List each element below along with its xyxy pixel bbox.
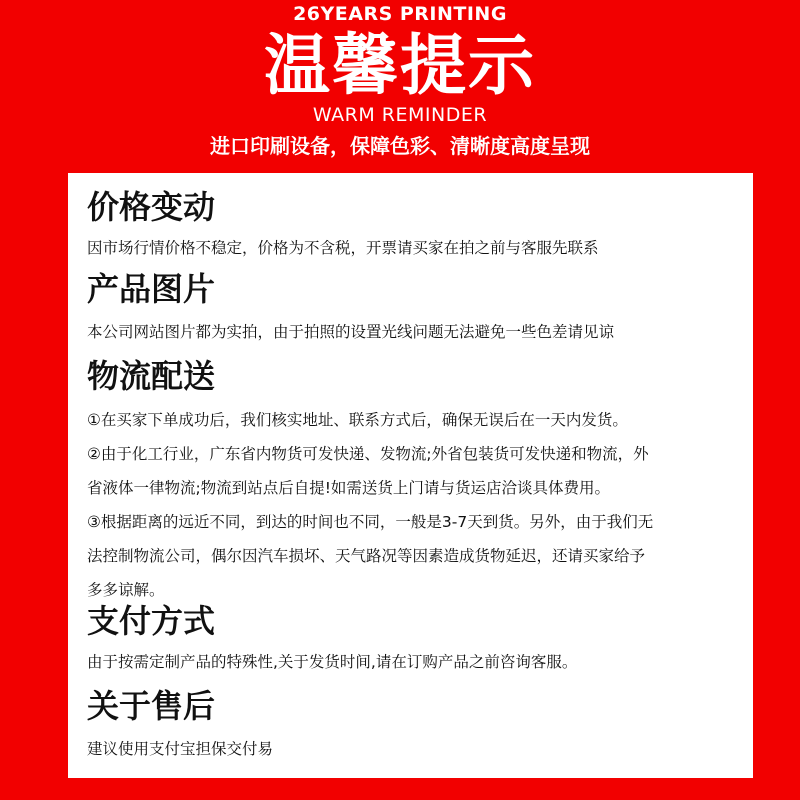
section-heading: 价格变动 bbox=[87, 188, 216, 226]
section-after-sales bbox=[87, 686, 737, 766]
section-text: 因市场行情价格不稳定，价格为不含税，开票请买家在拍之前与客服先联系 bbox=[87, 239, 599, 257]
tagline: 进口印刷设备，保障色彩、清晰度高度呈现 bbox=[210, 134, 590, 158]
section-heading: 支付方式 bbox=[87, 602, 216, 640]
section-text: 由于按需定制产品的特殊性,关于发货时间,请在订购产品之前咨询客服。 bbox=[87, 653, 578, 671]
section-text: 法控制物流公司，偶尔因汽车损坏、天气路况等因素造成货物延迟，还请买家给予 bbox=[87, 547, 646, 565]
section-text: 建议使用支付宝担保交付易 bbox=[87, 740, 274, 758]
section-payment bbox=[87, 601, 737, 679]
section-shipping bbox=[87, 356, 737, 607]
brand-name: 26YEARS PRINTING bbox=[293, 3, 507, 25]
section-text: ①在买家下单成功后，我们核实地址、联系方式后，确保无误后在一天内发货。 bbox=[87, 411, 628, 429]
section-heading: 关于售后 bbox=[87, 687, 216, 725]
section-text: ③根据距离的远近不同，到达的时间也不同，一般是3-7天到货。另外，由于我们无 bbox=[87, 513, 654, 531]
section-text: ②由于化工行业，广东省内物货可发快递、发物流;外省包装货可发快递和物流，外 bbox=[87, 445, 649, 463]
section-text: 多多谅解。 bbox=[87, 581, 165, 599]
section-heading: 物流配送 bbox=[87, 357, 216, 395]
section-heading: 产品图片 bbox=[87, 270, 216, 308]
section-product-images bbox=[87, 269, 737, 349]
page-subtitle: WARM REMINDER bbox=[312, 104, 488, 126]
page-title: 温馨提示 bbox=[264, 27, 536, 104]
header-banner bbox=[0, 0, 800, 170]
section-price bbox=[87, 187, 737, 265]
section-text: 本公司网站图片都为实拍，由于拍照的设置光线问题无法避免一些色差请见谅 bbox=[87, 323, 615, 341]
notice-card bbox=[68, 173, 753, 778]
section-text: 省液体一律物流;物流到站点后自提!如需送货上门请与货运店洽谈具体费用。 bbox=[87, 479, 610, 497]
